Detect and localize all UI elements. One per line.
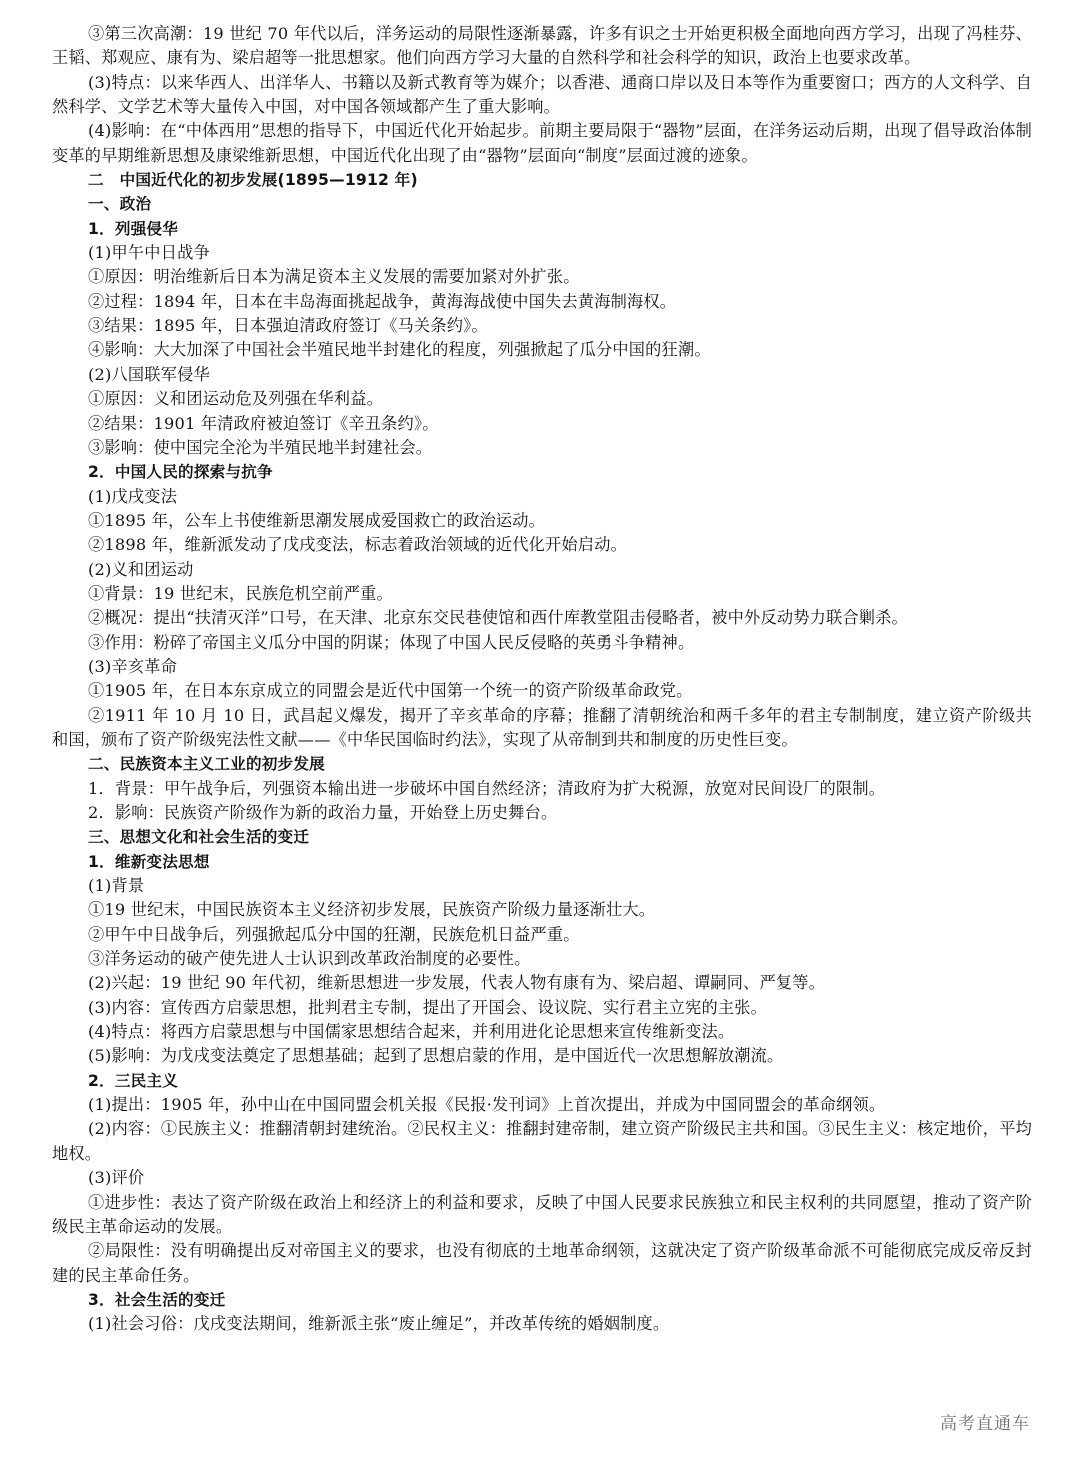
section-heading: 3．社会生活的变迁 — [88, 1290, 226, 1309]
text-paragraph: ②1911 年 10 月 10 日，武昌起义爆发，揭开了辛亥革命的序幕；推翻了清朝统治和两千多年的君主专制制度，建立资产阶级共和国，颁布了资产阶级宪法性文献——《中华民国临时约法》，实现了从帝制到共和制度的历史性巨变。 — [52, 705, 1032, 749]
text-paragraph: ①进步性：表达了资产阶级在政治上和经济上的利益和要求，反映了中国人民要求民族独立和民主权利的共同愿望，推动了资产阶级民主革命运动的发展。 — [52, 1192, 1032, 1236]
section-heading: 二、民族资本主义工业的初步发展 — [88, 755, 325, 774]
text-paragraph: ②过程：1894 年，日本在丰岛海面挑起战争，黄海海战使中国失去黄海制海权。 — [88, 291, 677, 311]
text-paragraph: (2)兴起：19 世纪 90 年代初，维新思想进一步发展，代表人物有康有为、梁启超、谭嗣同、严复等。 — [88, 973, 826, 993]
section-heading: 2．三民主义 — [88, 1071, 179, 1090]
text-paragraph: (1)甲午中日战争 — [88, 243, 210, 263]
text-paragraph: ③洋务运动的破产使先进人士认识到改革政治制度的必要性。 — [88, 949, 531, 969]
text-paragraph: (3)评价 — [88, 1168, 145, 1188]
section-heading: 2．中国人民的探索与抗争 — [88, 463, 273, 482]
section-heading: 1．维新变法思想 — [88, 852, 210, 871]
text-paragraph: ①1905 年，在日本东京成立的同盟会是近代中国第一个统一的资产阶级革命政党。 — [88, 681, 693, 701]
text-paragraph: (3)特点：以来华西人、出洋华人、书籍以及新式教育等为媒介；以香港、通商口岸以及日本等作为重要窗口；西方的人文科学、自然科学、文学艺术等大量传入中国，对中国各领域都产生了重大影响。 — [52, 72, 1032, 117]
text-paragraph: (3)辛亥革命 — [88, 656, 178, 676]
document-page — [52, 22, 1032, 1337]
text-paragraph: ②甲午中日战争后，列强掀起瓜分中国的狂潮，民族危机日益严重。 — [88, 924, 580, 944]
text-paragraph: (2)八国联军侵华 — [88, 364, 210, 384]
text-paragraph: (2)义和团运动 — [88, 559, 194, 579]
text-paragraph: (4)特点：将西方启蒙思想与中国儒家思想结合起来，并利用进化论思想来宣传维新变法。 — [88, 1022, 735, 1042]
text-paragraph: 2．影响：民族资产阶级作为新的政治力量，开始登上历史舞台。 — [88, 803, 558, 822]
text-paragraph: ①19 世纪末，中国民族资本主义经济初步发展，民族资产阶级力量逐渐壮大。 — [88, 900, 656, 920]
text-paragraph: (5)影响：为戊戌变法奠定了思想基础；起到了思想启蒙的作用，是中国近代一次思想解放潮流。 — [88, 1046, 784, 1066]
text-paragraph: ④影响：大大加深了中国社会半殖民地半封建化的程度，列强掀起了瓜分中国的狂潮。 — [88, 340, 711, 360]
text-paragraph: (3)内容：宣传西方启蒙思想，批判君主专制，提出了开国会、设议院、实行君主立宪的主张。 — [88, 997, 768, 1017]
text-paragraph: ②概况：提出“扶清灭洋”口号，在天津、北京东交民巷使馆和西什库教堂阻击侵略者，被中外反动势力联合剿杀。 — [88, 608, 908, 628]
text-paragraph: ①背景：19 世纪末，民族危机空前严重。 — [88, 583, 393, 603]
text-paragraph: ①原因：明治维新后日本为满足资本主义发展的需要加紧对外扩张。 — [88, 267, 580, 287]
watermark: 高考直通车 — [940, 1414, 1030, 1434]
text-paragraph: ③结果：1895 年，日本强迫清政府签订《马关条约》。 — [88, 316, 488, 336]
section-heading: 二 中国近代化的初步发展(1895—1912 年) — [88, 171, 418, 190]
text-paragraph: (2)内容：①民族主义：推翻清朝封建统治。②民权主义：推翻封建帝制，建立资产阶级民主共和国。③民生主义：核定地价，平均地权。 — [52, 1119, 1032, 1163]
text-paragraph: ③作用：粉碎了帝国主义瓜分中国的阴谋；体现了中国人民反侵略的英勇斗争精神。 — [88, 632, 695, 652]
text-paragraph: ②局限性：没有明确提出反对帝国主义的要求，也没有彻底的土地革命纲领，这就决定了资产阶级革命派不可能彻底完成反帝反封建的民主革命任务。 — [52, 1241, 1032, 1285]
section-heading: 1．列强侵华 — [88, 219, 179, 238]
text-paragraph: (1)提出：1905 年，孙中山在中国同盟会机关报《民报·发刊词》上首次提出，并成为中国同盟会的革命纲领。 — [88, 1095, 886, 1115]
section-heading: 三、思想文化和社会生活的变迁 — [88, 828, 310, 847]
text-paragraph: (1)戊戌变法 — [88, 486, 178, 506]
text-paragraph: ①1895 年，公车上书使维新思潮发展成爱国救亡的政治运动。 — [88, 510, 546, 530]
text-paragraph: 1．背景：甲午战争后，列强资本输出进一步破坏中国自然经济；清政府为扩大税源，放宽对民间设厂的限制。 — [88, 778, 886, 798]
text-paragraph: ③第三次高潮：19 世纪 70 年代以后，洋务运动的局限性逐渐暴露，许多有识之士开始更积极全面地向西方学习，出现了冯桂芬、王韬、郑观应、康有为、梁启超等一批思想家。他们向西方学习大量的自然科学和社会科学的知识，政治上也要求改革。 — [52, 24, 1032, 68]
text-paragraph: ③影响：使中国完全沦为半殖民地半封建社会。 — [88, 437, 433, 457]
text-paragraph: ①原因：义和团运动危及列强在华利益。 — [88, 389, 383, 409]
text-paragraph: (1)社会习俗：戊戌变法期间，维新派主张“废止缠足”，并改革传统的婚姻制度。 — [88, 1314, 670, 1334]
text-paragraph: ②1898 年，维新派发动了戊戌变法，标志着政治领域的近代化开始启动。 — [88, 535, 627, 555]
text-paragraph: ②结果：1901 年清政府被迫签订《辛丑条约》。 — [88, 413, 439, 433]
text-paragraph: (4)影响：在“中体西用”思想的指导下，中国近代化开始起步。前期主要局限于“器物”层面，在洋务运动后期，出现了倡导政治体制变革的早期维新思想及康梁维新思想，中国近代化出现了由“器物”层面向“制度”层面过渡的迹象。 — [52, 121, 1032, 165]
section-heading: 一、政治 — [88, 195, 152, 214]
text-paragraph: (1)背景 — [88, 876, 145, 896]
